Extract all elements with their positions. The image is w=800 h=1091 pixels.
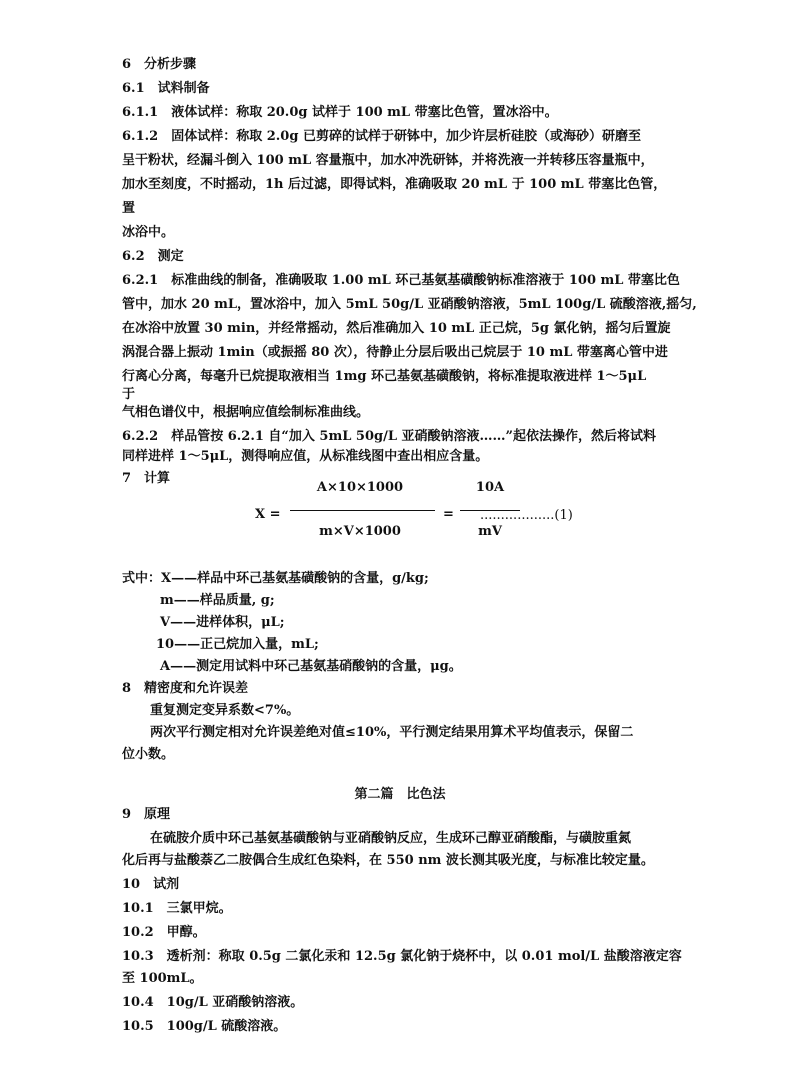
item-10-4: 10.4 10g/L 亚硝酸钠溶液。 [122, 995, 304, 1010]
item-10-2: 10.2 甲醇。 [122, 925, 206, 940]
para-line: 化后再与盐酸萘乙二胺偶合生成红色染料，在 550 nm 波长测其吸光度，与标准比较定量。 [122, 853, 654, 868]
heading-section-7: 7 计算 [122, 471, 171, 486]
item-10-5: 10.5 100g/L 硫酸溶液。 [122, 1019, 287, 1034]
heading-section-8: 8 精密度和允许误差 [122, 681, 249, 696]
para-line: 于 [122, 387, 136, 402]
para-6-2-1: 6.2.1 标准曲线的制备，准确吸取 1.00 mL 环己基氨基磺酸钠标准溶液于 100 mL 带塞比色 [122, 273, 680, 288]
para-line: 涡混合器上振动 1min（或振摇 80 次），待静止分层后吸出己烷层于 10 mL 带塞离心管中进 [122, 345, 668, 360]
formula-ref: ..................(1) [480, 508, 573, 523]
para-line: 管中，加水 20 mL，置冰浴中，加入 5mL 50g/L 亚硝酸钠溶液，5mL 100g/L 硫酸溶液,摇匀, [122, 297, 697, 312]
formula-denominator-1: m×V×1000 [319, 524, 401, 539]
para-6-2-2: 6.2.2 样品管按 6.2.1 自“加入 5mL 50g/L 亚硝酸钠溶液……”起依法操作，然后将试料 [122, 429, 656, 444]
para-line: 在冰浴中放置 30 min，并经常摇动，然后准确加入 10 mL 正己烷，5g 氯化钠，摇匀后置旋 [122, 321, 671, 336]
definition-x: 式中：X——样品中环己基氨基磺酸钠的含量，g/kg; [122, 571, 429, 586]
formula-equals: = [443, 507, 454, 522]
formula-numerator-1: A×10×1000 [316, 480, 404, 495]
definition-a: A——测定用试料中环己基氨基硝酸钠的含量，μg。 [160, 659, 462, 674]
formula-numerator-2: 10A [475, 480, 505, 495]
para-line: 同样进样 1～5μL，测得响应值，从标准线图中查出相应含量。 [122, 449, 489, 464]
formula-lhs: X = [255, 507, 281, 522]
para-line: 行离心分离，每毫升已烷提取液相当 1mg 环己基氨基磺酸钠，将标准提取液进样 1～5μL [122, 369, 647, 384]
para-line: 位小数。 [122, 747, 175, 762]
para-6-1-2: 6.1.2 固体试样：称取 2.0g 已剪碎的试样于研钵中，加少许层析硅胶（或海砂）研磨至 [122, 129, 641, 144]
heading-section-10: 10 试剂 [122, 877, 180, 892]
heading-section-6: 6 分析步骤 [122, 57, 197, 72]
item-10-1: 10.1 三氯甲烷。 [122, 901, 232, 916]
heading-6-1: 6.1 试料制备 [122, 81, 210, 96]
part-title: 第二篇 比色法 [354, 787, 446, 802]
para-line: 冰浴中。 [122, 225, 175, 240]
para-8-2: 两次平行测定相对允许误差绝对值≤10%，平行测定结果用算术平均值表示，保留二 [150, 725, 634, 740]
para-line: 呈干粉状，经漏斗倒入 100 mL 容量瓶中，加水冲洗研钵，并将洗液一并转移压容量瓶中， [122, 153, 654, 168]
para-9: 在硫胺介质中环己基氨基磺酸钠与亚硝酸钠反应，生成环己醇亚硝酸酯，与磺胺重氮 [150, 831, 632, 846]
para-line: 至 100mL。 [122, 971, 203, 986]
fraction-bar [290, 510, 435, 511]
para-8-1: 重复测定变异系数<7%。 [150, 703, 300, 718]
para-line: 气相色谱仪中，根据响应值绘制标准曲线。 [122, 405, 370, 420]
definition-m: m——样品质量, g; [160, 593, 275, 608]
para-line: 加水至刻度，不时摇动，1h 后过滤，即得试料，准确吸取 20 mL 于 100 mL 带塞比色管， [122, 177, 667, 192]
formula-denominator-2: mV [478, 524, 502, 539]
para-6-1-1: 6.1.1 液体试样：称取 20.0g 试样于 100 mL 带塞比色管，置冰浴中。 [122, 105, 558, 120]
definition-10: 10——正己烷加入量，mL; [156, 637, 319, 652]
heading-6-2: 6.2 测定 [122, 249, 184, 264]
definition-v: V——进样体积，μL; [160, 615, 285, 630]
heading-section-9: 9 原理 [122, 807, 171, 822]
item-10-3: 10.3 透析剂：称取 0.5g 二氯化汞和 12.5g 氯化钠于烧杯中，以 0.01 mol/L 盐酸溶液定容 [122, 949, 682, 964]
para-line: 置 [122, 201, 136, 216]
